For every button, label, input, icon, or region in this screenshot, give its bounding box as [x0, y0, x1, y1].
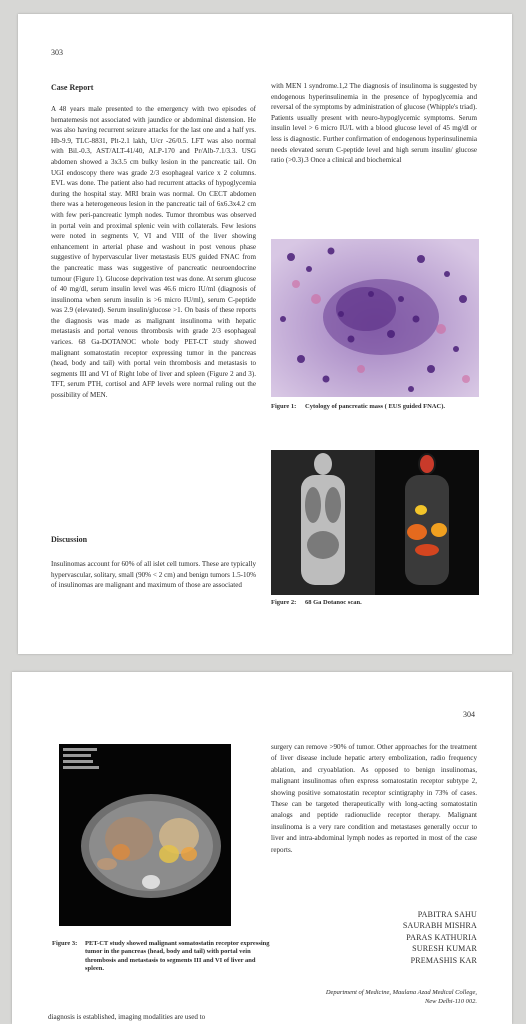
discussion-body: [51, 559, 256, 591]
pet-ct-illustration: [59, 744, 231, 926]
case-report-body: [51, 104, 256, 401]
page-303: [18, 14, 512, 654]
author-list: [342, 909, 477, 966]
figure2-caption: [271, 599, 481, 607]
right-column-paragraph: with MEN 1 syndrome.1,2 The diagnosis of insulinoma is suggested by endogenous hyperinsulinemia in the presence of hypoglycemia and reversal of the symptoms by administration of glucose (Whipple's triad). Patients usually present with neuro-hypoglycemic symptoms. Serum insulin level > 6 micro IU/L with a blood glucose level of 45 mg/dl or less is diagnostic. Further confirmation of endogenous hyperinsulinemia needs elevated serum C-peptide level and high serum insulin/ glucose ratio (>0.3).3 Once a clinical and biochemical: [271, 82, 477, 165]
case-report-paragraph: A 48 years male presented to the emergency with two episodes of hematemesis not associated with jaundice or abdominal distension. He was also having recurrent seizure attacks for the last one and a half yrs. Hb-9.9, TLC-8831, Plt-2.1 lakh, U/cr -26/0.5. LFT was also normal with Bil.-0.3, AST/ALT-41/40, ALP-170 and Pr/Alb-7.1/3.3. USG abdomen showed a 3x3.5 cm bulky lesion in the pancreatic tail. On UGI endoscopy there was grade 2/3 esophageal varice x 2 columns. EVL was done. The patient also had recurrent attacks of hypoglycemia during the hospital stay. MRI brain was normal. On CECT abdomen there was a heterogeneous lesion in the pancreatic tail of 6x6.3x4.2 cm with few peri-pancreatic lymph nodes. Tumor thrombus was observed in portal vein and proximal splenic vein with collaterals. Few lesions were noted in segments V, VI and VIII of the liver showing enhancement in arterial phase and washout in post venous phase suggestive of hypervascular liver metastasis EUS guided FNAC from the pancreatic mass was suggestive of pancreatic neuroendocrine tumour (Figure 1). Glucose deprivation test was done. At serum glucose of 40 mg/dl, serum insulin level was 46.6 micro IU/ml (diagnosis of insulinoma when serum insulin is >6 micro IU/ml), serum C-peptide was 2.9 (elevated). Serum insulin/glucose >1. On basis of these reports the diagnosis was made as malignant insulinoma with hepatic metastasis and portal venous thrombosis with grade 2/3 esophageal varices. 68 Ga-DOTANOC whole body PET-CT study showed malignant somatostatin receptor expressing tumor in the pancreas (head, body and tail) with portal vein thrombosis and metastasis to segments III and VI of Right lobe of liver and spleen (Figure 2 and 3). TFT, serum PTH, cortisol and AFP levels were normal ruling out the possibility of MEN.: [51, 105, 256, 400]
figure2-label: Figure 2:: [271, 599, 297, 606]
discussion-paragraph: Insulinomas account for 60% of all islet cell tumors. These are typically hypervascular, solitary, small (90% < 2 cm) and benign tumors 1.5-10% of insulinomas are malignant and maximum of those are associated: [51, 560, 256, 590]
page-number: 303: [51, 48, 63, 57]
case-report-heading: Case Report: [51, 83, 94, 92]
page-number: 304: [463, 710, 475, 719]
affiliation-line: Department of Medicine, Maulana Azad Medical College,: [325, 989, 477, 996]
pet-ct-axial-image: [59, 744, 231, 926]
figure1-label: Figure 1:: [271, 403, 297, 410]
author-name: SURESH KUMAR: [412, 944, 477, 954]
right-column-paragraph: surgery can remove >90% of tumor. Other approaches for the treatment of liver disease include hepatic artery embolization, radio frequency ablation, and cryoablation. As opposed to benign insulinomas, malignant insulinomas often express somatostatin receptor subtype 2, showing positive somatostatin receptor scintigraphy in 73% of cases. These can be targeted therapeutically with long-acting somatostatin analogs and peptide radionuclide receptor therapy. Malignant insulinoma is a very rare condition and metastases generally occur to liver and intra-abdominal lymph nodes as reported in most of the case reports.: [271, 743, 477, 854]
figure3-caption: [52, 940, 274, 974]
affiliation: [262, 988, 477, 1006]
figure2-caption-text: 68 Ga Dotanoc scan.: [305, 599, 362, 606]
author-name: PREMASHIS KAR: [410, 955, 477, 965]
figure1-caption: [271, 403, 481, 411]
affiliation-line: New Delhi-110 002.: [424, 998, 477, 1006]
pet-scan-illustration: [271, 450, 479, 595]
figure3-label: Figure 3:: [52, 940, 78, 947]
continued-text: diagnosis is established, imaging modalities are used to: [48, 1013, 206, 1021]
author-name: SAURABH MISHRA: [402, 921, 477, 931]
right-column-text: [271, 742, 477, 856]
cytology-micrograph-illustration: [271, 239, 479, 397]
author-name: PARAS KATHURIA: [406, 932, 477, 942]
right-column-text: [271, 81, 477, 166]
figure1-caption-text: Cytology of pancreatic mass ( EUS guided FNAC).: [305, 403, 445, 410]
dotanoc-scan-image: [271, 450, 479, 595]
figure3-caption-text: PET-CT study showed malignant somatostatin receptor expressing tumor in the pancreas (head, body and tail) with portal vein thrombosis and metastasis to segments III and VI of liver and spleen.: [85, 940, 270, 973]
cytology-image: [271, 239, 479, 397]
page-304: [12, 672, 512, 1024]
discussion-heading: Discussion: [51, 535, 88, 544]
author-name: PABITRA SAHU: [417, 910, 477, 919]
